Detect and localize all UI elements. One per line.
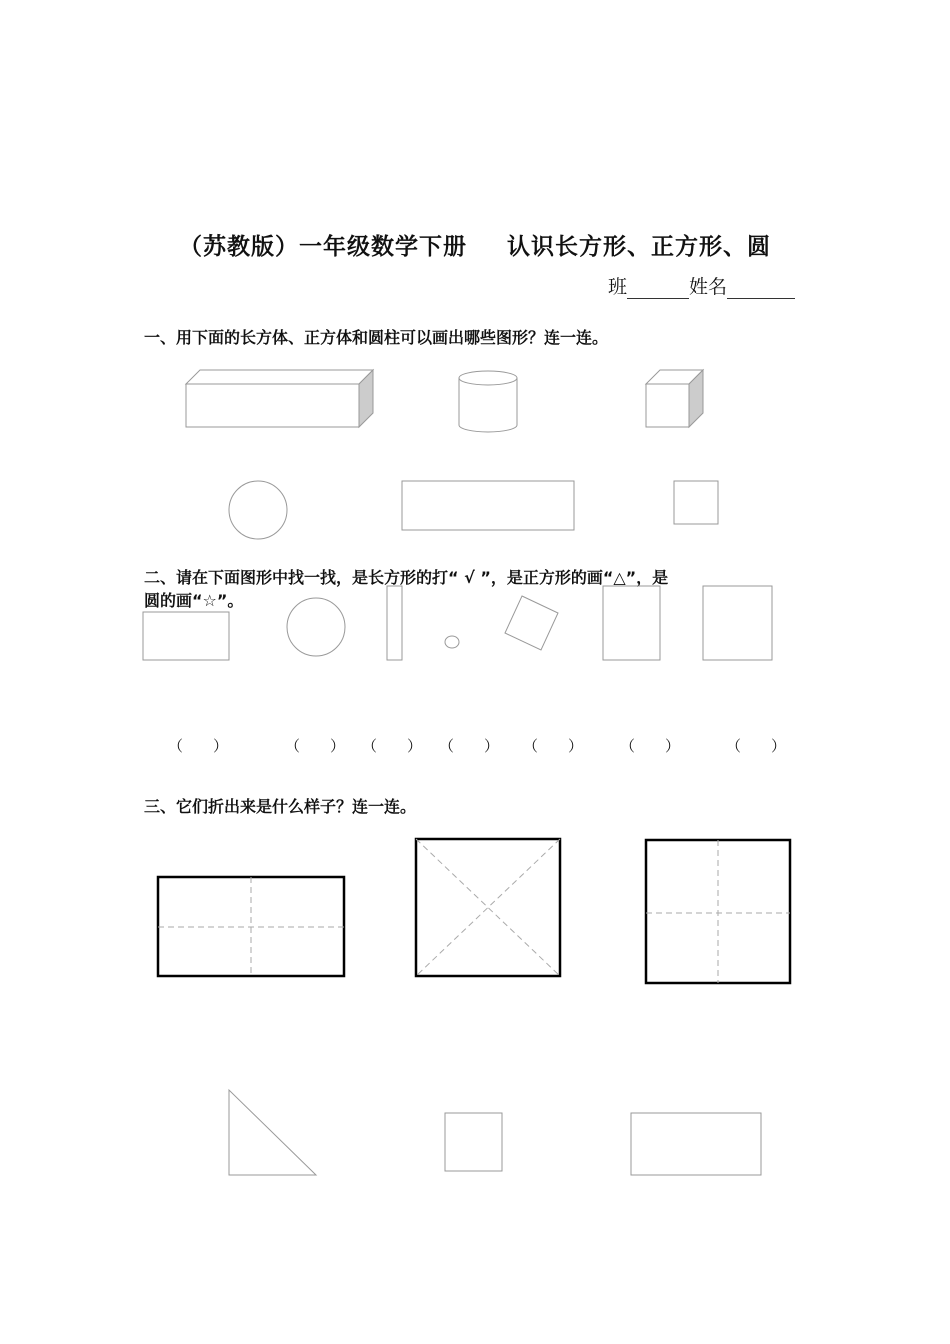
cylinder-solid: [459, 371, 517, 432]
square-shape[interactable]: [674, 481, 718, 524]
q2-shape-4-small-circle[interactable]: [445, 636, 459, 648]
question-2-line-1: 二、请在下面图形中找一找，是长方形的打“ √ ”，是正方形的画“△”，是: [144, 568, 669, 587]
fold-paper-square-cross: [646, 840, 790, 983]
question-1: 一、用下面的长方体、正方体和圆柱可以画出哪些图形？连一连。: [144, 328, 609, 347]
name-label: 姓名: [689, 276, 728, 298]
class-label: 班: [608, 276, 628, 298]
rectangle-shape[interactable]: [402, 481, 574, 530]
question-2-line-2: 圆的画“☆”。: [144, 591, 244, 610]
question-3: 三、它们折出来是什么样子？连一连。: [144, 797, 417, 816]
answer-blank-3[interactable]: （ ）: [362, 737, 423, 755]
answer-blank-6[interactable]: （ ）: [620, 737, 681, 755]
q2-shape-6-rectangle[interactable]: [603, 586, 660, 660]
answer-blank-4[interactable]: （ ）: [439, 737, 500, 755]
q2-shape-7-rectangle[interactable]: [703, 586, 772, 660]
q2-shape-2-circle[interactable]: [287, 598, 345, 656]
cuboid-solid: [186, 370, 373, 427]
circle-shape[interactable]: [229, 481, 287, 539]
q2-shape-3-thin-rectangle[interactable]: [387, 586, 402, 660]
q2-shape-1-rectangle[interactable]: [143, 612, 229, 660]
cube-solid: [646, 370, 703, 427]
answer-blank-5[interactable]: （ ）: [523, 737, 584, 755]
result-rectangle[interactable]: [631, 1113, 761, 1175]
answer-blank-2[interactable]: （ ）: [285, 737, 346, 755]
title-main: （苏教版）一年级数学下册: [179, 234, 467, 260]
result-triangle[interactable]: [229, 1090, 316, 1175]
answer-blank-1[interactable]: （ ）: [168, 737, 229, 755]
answer-blank-7[interactable]: （ ）: [726, 737, 787, 755]
title-sub: 认识长方形、正方形、圆: [507, 234, 771, 260]
q2-shape-5-tilted-square[interactable]: [505, 596, 558, 650]
fold-paper-square-diagonal: [416, 839, 560, 976]
result-square[interactable]: [445, 1113, 502, 1171]
fold-paper-rectangle: [158, 877, 344, 976]
